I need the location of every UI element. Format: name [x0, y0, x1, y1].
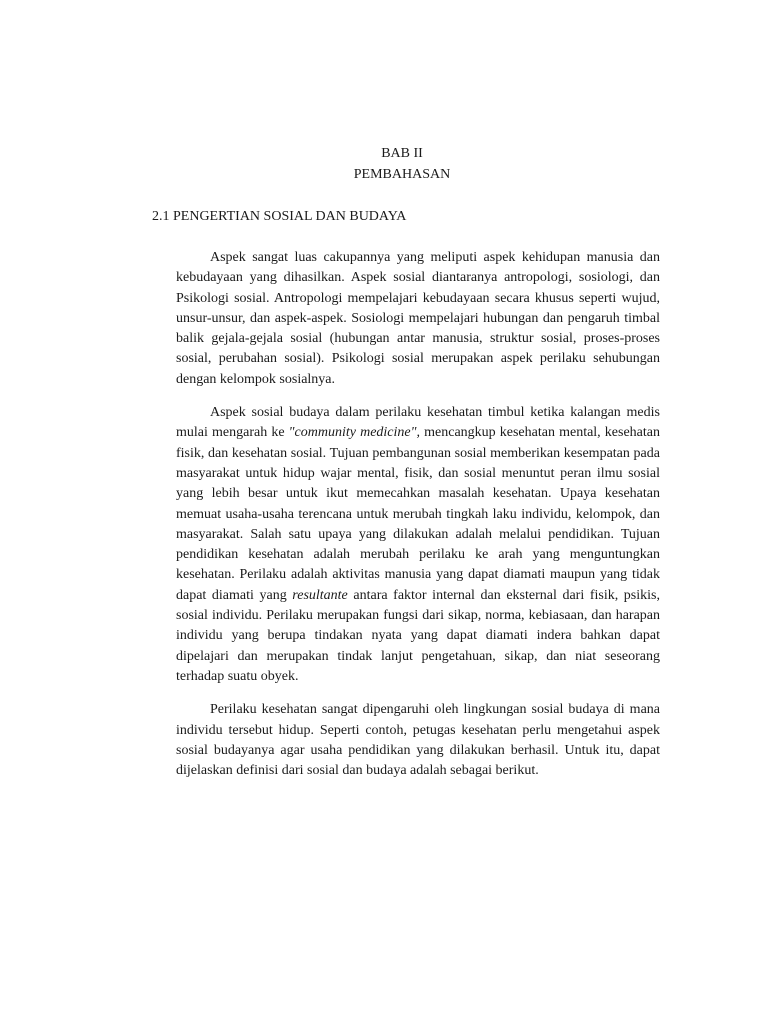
- chapter-title: PEMBAHASAN: [353, 167, 451, 182]
- paragraph-3: Perilaku kesehatan sangat dipengaruhi oleh lingkungan sosial budaya di mana individu tersebut hidup. Seperti contoh, petugas kesehatan perlu mengetahui aspek sosial budayanya agar usaha pendidikan yang dilakukan berhasil. Untuk itu, dapat dijelaskan definisi dari sosial dan budaya adalah sebagai berikut.: [176, 702, 660, 779]
- body-text: [176, 248, 660, 794]
- paragraph-2-part-c: antara faktor internal dan eksternal dari fisik, psikis, sosial individu. Perilaku merupakan fungsi dari sikap, norma, kebiasaan, dan harapan individu yang berupa tindakan nyata yang dapat diamati indera bahkan dapat dipelajari dan merupakan tindak lanjut pengetahuan, sikap, dan niat seseorang terhadap suatu obyek.: [176, 587, 660, 684]
- paragraph-2-part-b: mencangkup kesehatan mental, kesehatan fisik, dan kesehatan sosial. Tujuan pembangunan sosial memberikan kesempatan pada masyarakat untuk hidup wajar mental, fisik, dan sosial menuntut peran ilmu sosial yang lebih besar untuk ikut memecahkan masalah kesehatan. Upaya kesehatan memuat usaha-usaha terencana untuk merubah tingkah laku individu, kelompok, dan masyarakat. Salah satu upaya yang dilakukan adalah melalui pendidikan. Tujuan pendidikan kesehatan adalah merubah perilaku ke arah yang menguntungkan kesehatan. Perilaku adalah aktivitas manusia yang dapat diamati maupun yang tidak dapat diamati yang: [176, 425, 660, 603]
- term-community-medicine: "community medicine",: [288, 425, 420, 441]
- paragraph-2-part-a: Aspek sosial budaya dalam perilaku kesehatan timbul ketika kalangan medis mulai mengarah ke: [176, 405, 660, 441]
- term-resultante: resultante: [292, 587, 348, 603]
- chapter-label: BAB II: [381, 146, 423, 161]
- paragraph-1: Aspek sangat luas cakupannya yang meliputi aspek kehidupan manusia dan kebudayaan yang dihasilkan. Aspek sosial diantaranya antropologi, sosiologi, dan Psikologi sosial. Antropologi mempelajari kebudayaan secara khusus seperti wujud, unsur-unsur, dan aspek-aspek. Sosiologi mempelajari hubungan dan pengaruh timbal balik gejala-gejala sosial (hubungan antar manusia, struktur sosial, proses-proses sosial, perubahan sosial). Psikologi sosial merupakan aspek perilaku sehubungan dengan kelompok sosialnya.: [176, 250, 660, 387]
- section-title: 2.1 PENGERTIAN SOSIAL DAN BUDAYA: [152, 209, 407, 224]
- chapter-heading: [152, 143, 652, 185]
- paragraph-2: [176, 403, 660, 687]
